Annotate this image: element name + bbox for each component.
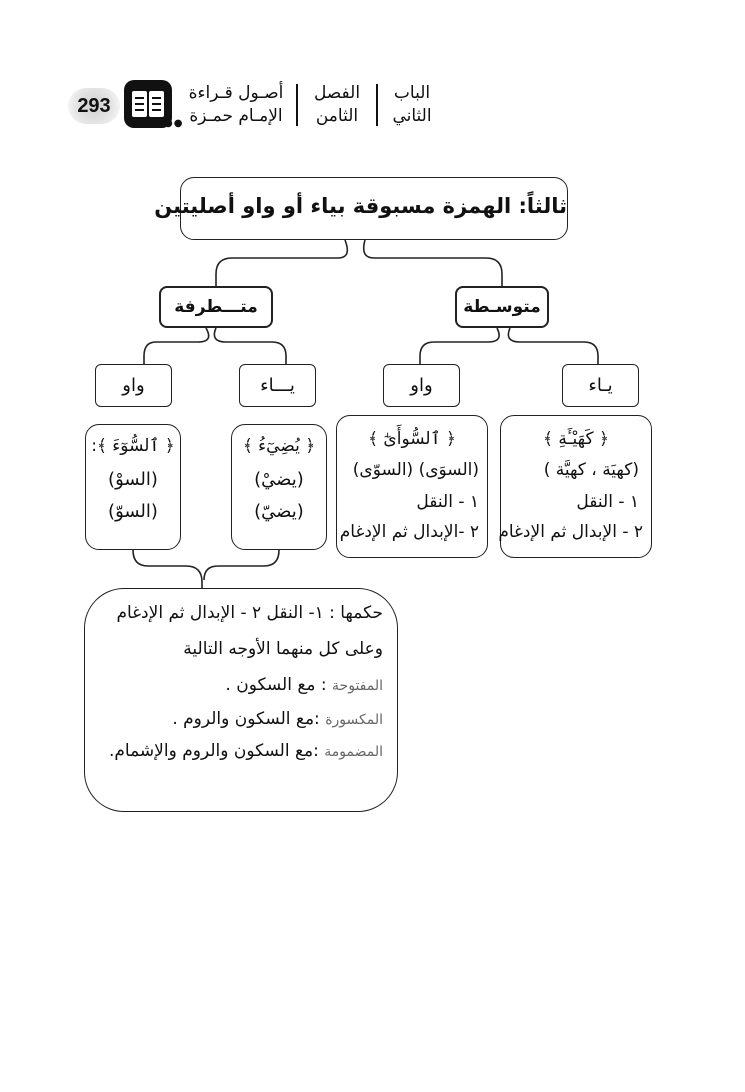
- reading1-left-ya: (يضيْ): [254, 469, 304, 490]
- rule2-right-ya: ٢ - الإبدال ثم الإدغام: [498, 522, 643, 542]
- reading1-left-waw: (السوْ): [108, 469, 158, 490]
- detail-right-waw: [336, 415, 488, 558]
- example-left-ya: ﴿ يُضِيٓءُ ﴾: [242, 436, 316, 456]
- reading2-left-ya: (يضيّ): [254, 501, 304, 522]
- label-left-waw-text: واو: [122, 375, 145, 396]
- label-right-ya: [562, 364, 639, 407]
- label-mutawassita-text: متوسـطة: [463, 297, 541, 317]
- header-book-title-bottom: الإمـام حمـزة: [189, 106, 283, 126]
- ruling-line-4-label: المكسورة: [325, 712, 383, 728]
- header-part-value: الثاني: [392, 106, 432, 126]
- detail-left-ya: [231, 424, 327, 550]
- label-left-ya: [239, 364, 316, 407]
- ruling-line-3-text: : مع السكون .: [225, 675, 333, 695]
- header-divider-1: [296, 84, 298, 126]
- example-left-waw: ﴿ ٱلسُّوٓءَ ﴾:: [91, 436, 175, 456]
- ruling-line-2: وعلى كل منهما الأوجه التالية: [183, 639, 383, 659]
- example-right-waw: ﴿ ٱلسُّوأَىٰٓ ﴾: [368, 429, 456, 449]
- ruling-line-5-label: المضمومة: [324, 744, 383, 760]
- ruling-line-1: حكمها : ١- النقل ٢ - الإبدال ثم الإدغام: [116, 603, 383, 623]
- label-right-ya-text: يـاء: [588, 375, 613, 396]
- title-box: [154, 177, 568, 240]
- title-text: ثالثاً: الهمزة مسبوقة بياء أو واو أصليتين: [154, 194, 567, 218]
- rule1-right-waw: ١ - النقل: [416, 492, 479, 512]
- page-number: 293: [68, 88, 120, 124]
- example-right-ya: ﴿ كَهَيْـَٔةِ ﴾: [543, 429, 609, 449]
- ruling-line-3-label: المفتوحة: [332, 678, 383, 694]
- header-chapter-label: الفصل: [313, 83, 361, 103]
- rule2-right-waw: ٢ -الإبدال ثم الإدغام: [339, 522, 479, 542]
- header-part-label: الباب: [393, 83, 431, 103]
- header-chapter-value: الثامن: [315, 106, 359, 126]
- label-left-ya-text: يـــاء: [260, 375, 295, 396]
- header-divider-2: [376, 84, 378, 126]
- label-mutatarrifa: [159, 286, 273, 328]
- label-right-waw: [383, 364, 460, 407]
- label-mutatarrifa-text: متـــطرفة: [174, 297, 258, 317]
- ruling-line-4: [172, 709, 383, 729]
- ruling-line-5-text: :مع السكون والروم والإشمام.: [109, 741, 325, 761]
- ruling-line-4-text: :مع السكون والروم .: [172, 709, 326, 729]
- label-mutawassita: [455, 286, 549, 328]
- header-book-title-top: أصـول قـراءة: [188, 83, 284, 103]
- ruling-line-5: [109, 741, 383, 761]
- readings-right-ya: (كهيَة ، كهيَّة ): [543, 460, 639, 480]
- detail-right-ya: [500, 415, 652, 558]
- label-right-waw-text: واو: [410, 375, 433, 396]
- readings-right-waw: (السوَى) (السوّى): [352, 460, 479, 480]
- decorative-dots: ●●: [164, 118, 184, 129]
- ruling-line-3: [225, 675, 383, 695]
- ruling-box: [84, 588, 398, 812]
- rule1-right-ya: ١ - النقل: [576, 492, 639, 512]
- reading2-left-waw: (السوّ): [108, 501, 158, 522]
- label-left-waw: [95, 364, 172, 407]
- detail-left-waw: [85, 424, 181, 550]
